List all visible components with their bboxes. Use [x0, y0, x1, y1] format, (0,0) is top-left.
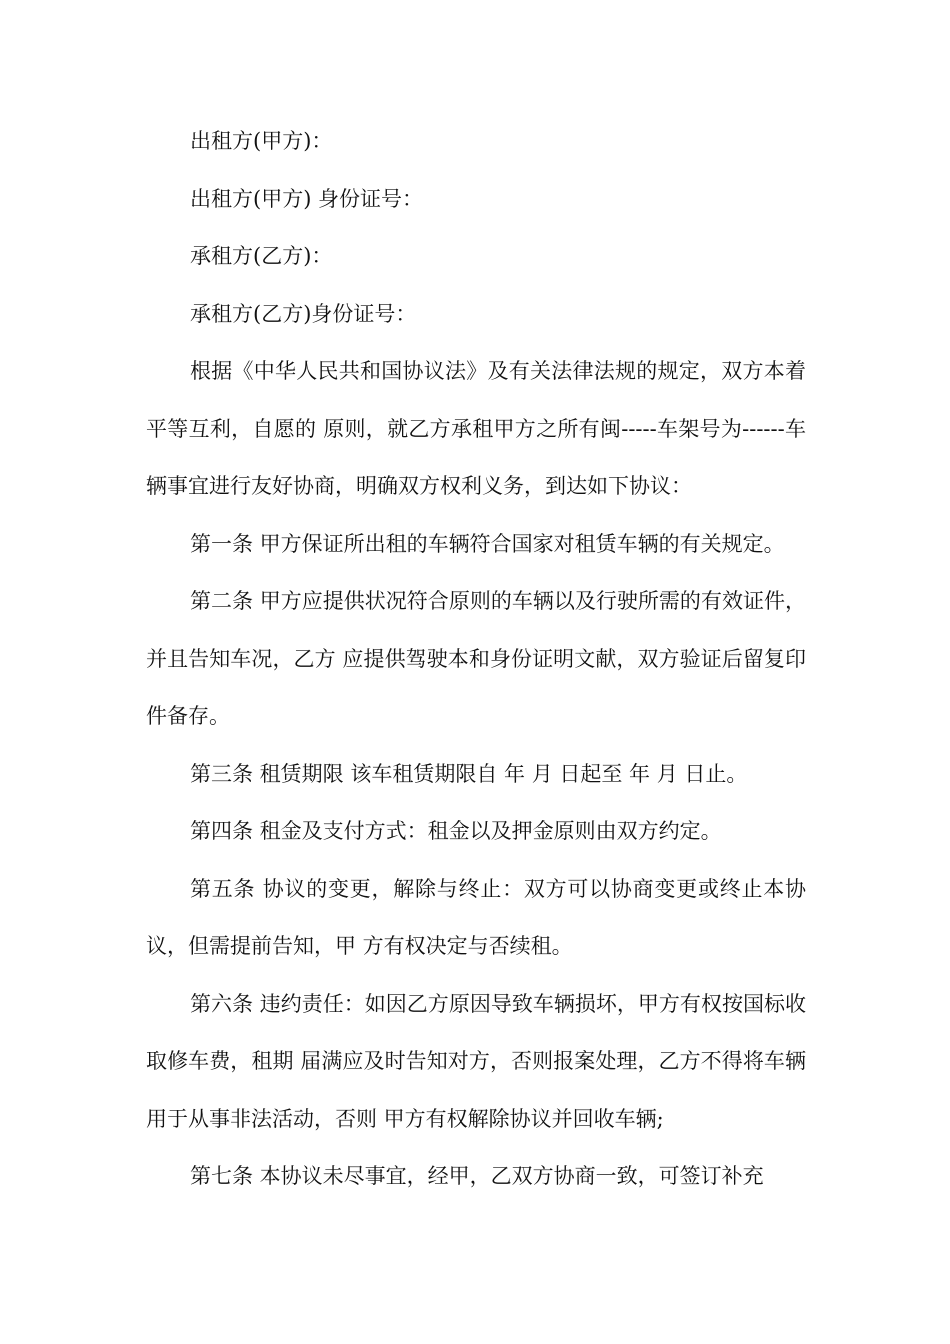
lessee-name-line: 承租方(乙方)： — [190, 244, 333, 268]
preamble-paragraph: 根据《中华人民共和国协议法》及有关法律法规的规定，双方本着平等互利，自愿的 原则，就乙方承租甲方之所有闽-----车架号为------车辆事宜进行友好协商，明确双方权利义务，到达如下协议： — [146, 359, 806, 498]
lessee-id-line: 承租方(乙方)身份证号： — [190, 301, 417, 326]
article-7: 第七条 本协议未尽事宜，经甲，乙双方协商一致，可签订补充 — [190, 1164, 764, 1188]
lessor-id-line: 出租方(甲方) 身份证号： — [190, 186, 424, 211]
article-4: 第四条 租金及支付方式：租金以及押金原则由双方约定。 — [190, 819, 722, 843]
lessor-name-line: 出租方(甲方)： — [190, 129, 333, 153]
article-1: 第一条 甲方保证所出租的车辆符合国家对租赁车辆的有关规定。 — [190, 531, 785, 556]
document-body — [146, 113, 806, 1206]
article-5: 第五条 协议的变更，解除与终止：双方可以协商变更或终止本协议，但需提前告知，甲 方有权决定与否续租。 — [146, 876, 806, 958]
article-3: 第三条 租赁期限 该车租赁期限自 年 月 日起至 年 月 日止。 — [190, 761, 748, 786]
article-2: 第二条 甲方应提供状况符合原则的车辆以及行驶所需的有效证件，并且告知车况，乙方 应提供驾驶本和身份证明文献，双方验证后留复印件备存。 — [146, 589, 806, 728]
article-6: 第六条 违约责任：如因乙方原因导致车辆损坏，甲方有权按国标收取修车费，租期 届满应及时告知对方，否则报案处理，乙方不得将车辆用于从事非法活动，否则 甲方有权解除协议并回收车辆; — [146, 991, 806, 1131]
